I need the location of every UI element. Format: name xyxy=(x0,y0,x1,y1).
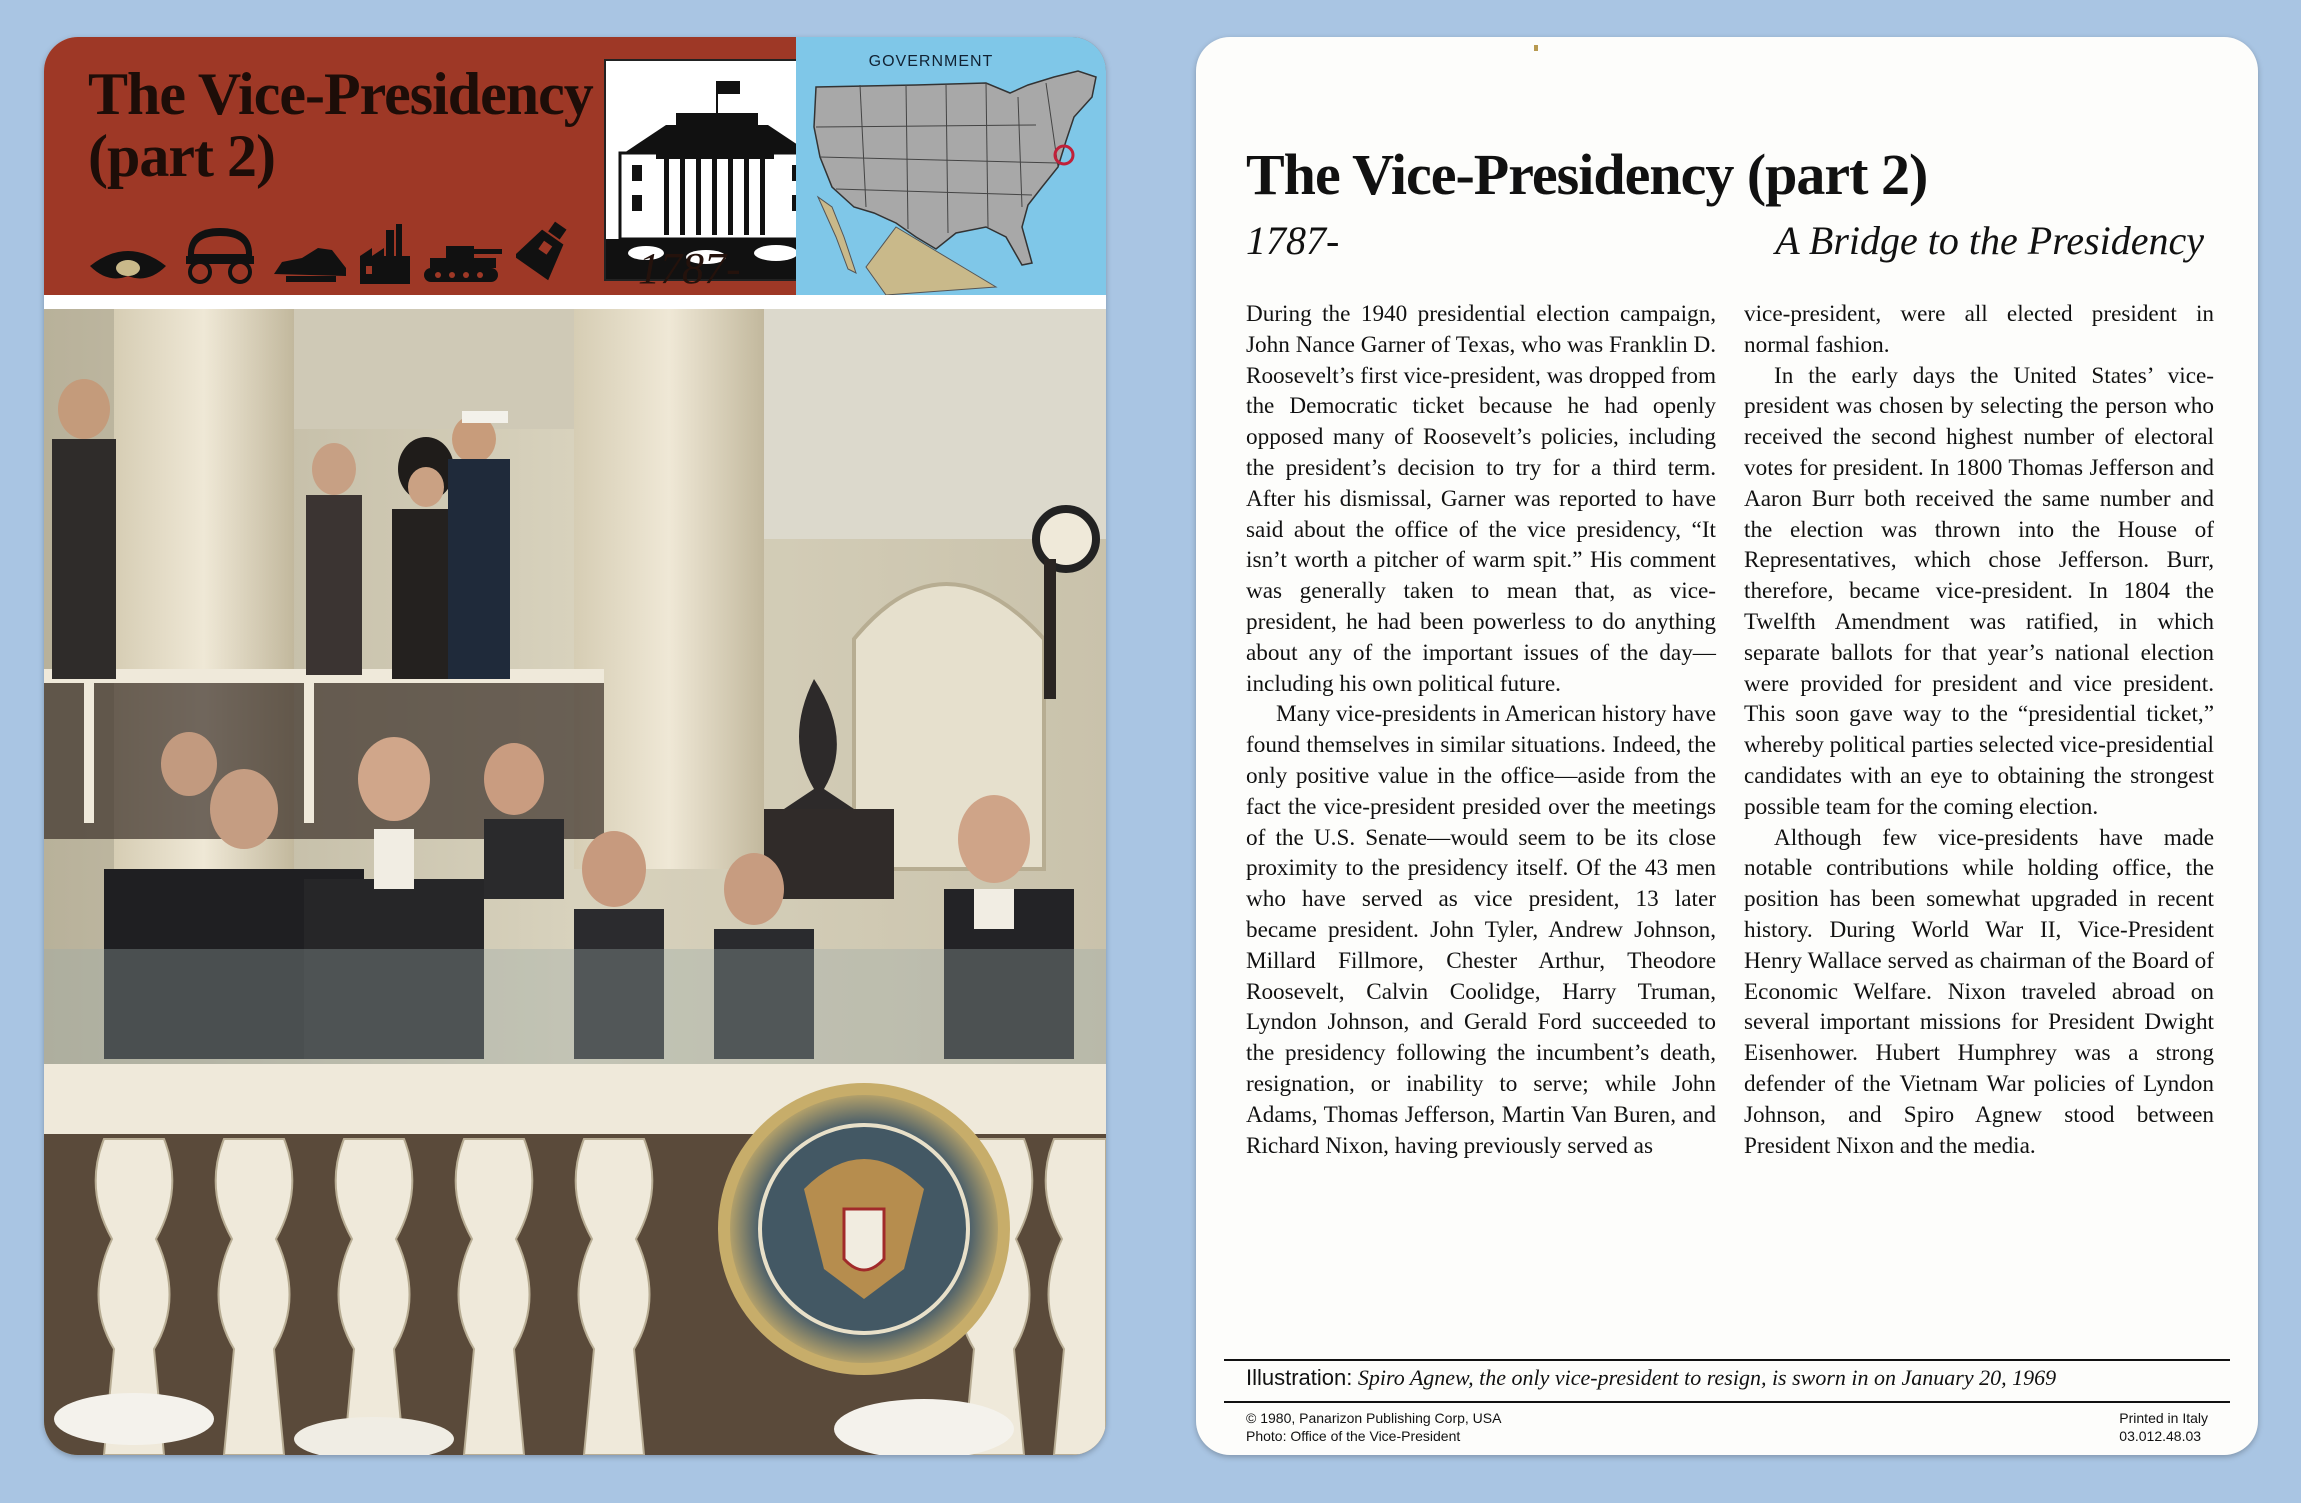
body-text xyxy=(1246,299,2214,1354)
back-title: The Vice-Presidency (part 2) xyxy=(1246,142,1928,207)
photo-credit: Photo: Office of the Vice-President xyxy=(1246,1428,1461,1444)
divider xyxy=(1224,1401,2230,1403)
illustration-text: Spiro Agnew, the only vice-president to resign, is sworn in on January 20, 1969 xyxy=(1357,1365,2057,1390)
paragraph: Although few vice-presidents have made notable contributions while holding office, the position has been somewhat upgraded in recent history. During World War II, Vice-President Henry Wallace served as chairman of the Board of Economic Welfare. Nixon traveled abroad on several important missions for President Dwight Eisenhower. Hubert Humphrey was a strong defender of the Vietnam War policies of Lyndon Johnson, and Spiro Agnew stood between President Nixon and the media. xyxy=(1744,824,2214,1159)
divider xyxy=(1224,1359,2230,1361)
text-column-right xyxy=(1744,299,2214,1354)
front-header xyxy=(44,37,1106,295)
header-divider xyxy=(44,295,1106,309)
tank-icon xyxy=(422,240,504,289)
covered-wagon-icon xyxy=(180,224,260,289)
credits xyxy=(1246,1409,1501,1445)
print-info xyxy=(2119,1409,2208,1445)
front-title-line2: (part 2) xyxy=(88,123,275,189)
card-code: 03.012.48.03 xyxy=(2119,1428,2202,1444)
factory-icon xyxy=(360,222,410,289)
illustration-caption xyxy=(1246,1365,2226,1391)
paragraph: vice-president, were all elected president in normal fashion. xyxy=(1744,301,2214,358)
paragraph: Many vice-presidents in American history have found themselves in similar situations. Indeed, the only positive value in the office—aside from the fact the vice-president presided over the meetings of the U.S. Senate—would seem to be its close proximity to the presidency itself. Of the 43 men who have served as vice president, 13 later became president. John Tyler, Andrew Johnson, Millard Fillmore, Chester Arthur, Theodore Roosevelt, Calvin Coolidge, Harry Truman, Lyndon Johnson, and Gerald Ford succeeded to the presidency following the incumbent’s death, resignation, or inability to serve; while John Adams, Thomas Jefferson, Martin Van Buren, and Richard Nixon, having previously served as xyxy=(1246,701,1716,1159)
paragraph: During the 1940 presidential election campaign, John Nance Garner of Texas, who was Franklin D. Roosevelt’s first vice-president, was dropped from the Democratic ticket because he had openly opposed many of Roosevelt’s policies, including the president’s decision to try for a third term. After his dismissal, Garner was reported to have said about the office of the vice presidency, “It isn’t worth a pitcher of warm spit.” His comment was generally taken to mean that, as vice-president, he had been powerless to do anything about any of the important issues of the day—including his own political future. xyxy=(1246,301,1716,697)
era-icons xyxy=(88,223,648,289)
back-subtitle: A Bridge to the Presidency xyxy=(1775,218,2204,263)
category-label: GOVERNMENT xyxy=(868,53,994,70)
vintage-car-icon xyxy=(272,240,348,289)
us-map xyxy=(796,37,1106,295)
front-date: 1787- xyxy=(638,244,741,293)
front-title-line1: The Vice-Presidency xyxy=(88,61,593,127)
copyright: © 1980, Panarizon Publishing Corp, USA xyxy=(1246,1410,1502,1426)
front-title xyxy=(88,63,648,187)
illustration-label: Illustration: xyxy=(1246,1365,1353,1390)
space-capsule-icon xyxy=(516,218,570,289)
tricorn-hat-icon xyxy=(88,240,168,289)
back-date: 1787- xyxy=(1246,218,1340,263)
paragraph: In the early days the United States’ vice-president was chosen by selecting the person who received the second highest number of electoral votes for president. In 1800 Thomas Jefferson and Aaron Burr both received the same number and the election was thrown into the House of Representatives, which chose Jefferson. Burr, therefore, became vice-president. In 1804 the Twelfth Amendment was ratified, in which separate ballots for that year’s national election were provided for president and vice president. This soon gave way to the “presidential ticket,” whereby political parties selected vice-presidential candidates with an eye to obtaining the strongest possible team for the coming election. xyxy=(1744,362,2214,820)
back-card xyxy=(1196,37,2258,1455)
front-card xyxy=(44,37,1106,1455)
text-column-left xyxy=(1246,299,1716,1354)
speck xyxy=(1534,45,1538,51)
inauguration-photo xyxy=(44,309,1106,1455)
printed-in: Printed in Italy xyxy=(2119,1410,2208,1426)
